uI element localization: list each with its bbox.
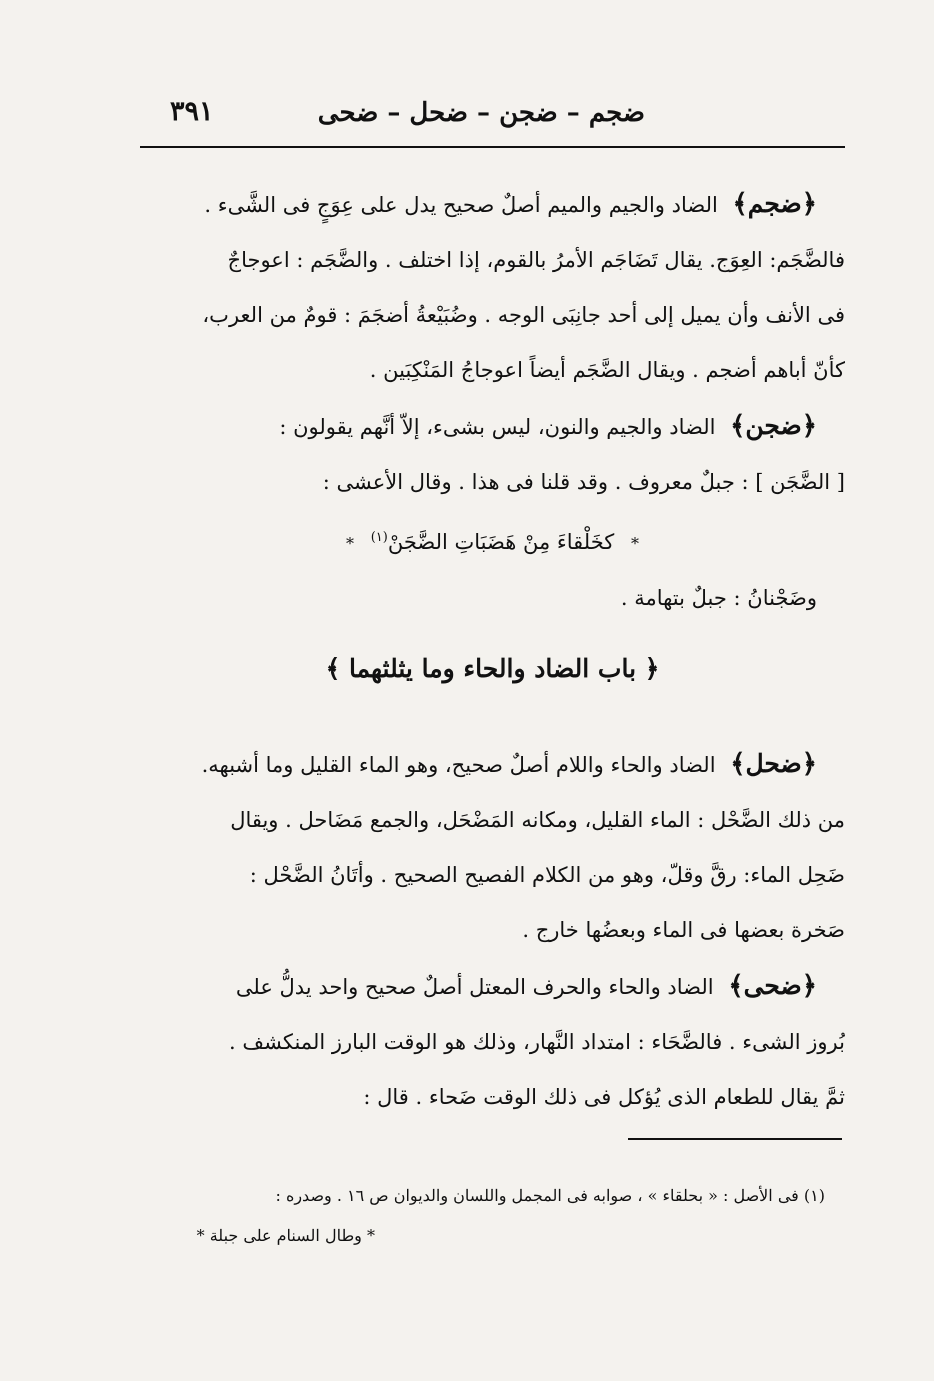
entry-dahl — [140, 736, 845, 958]
entry-line: فى الأنف وأن يميل إلى أحد جانِبَى الوجه . وضُبَيْعةُ أضجَمَ : قومٌ من العرب، — [202, 303, 845, 327]
entry-line: من ذلك الضَّحْل : الماء القليل، ومكانه المَضْحَل، والجمع مَضَاحل . ويقال — [230, 808, 845, 832]
footnote — [150, 1176, 825, 1256]
entry-dajm — [140, 176, 845, 398]
entry-headword: ﴿ضحى﴾ — [728, 971, 817, 1001]
verse-text: كخَلْقاءَ مِنْ هَضَبَاتِ الضَّجَنْ — [387, 530, 615, 554]
footnote-verse — [150, 1216, 825, 1256]
star-ornament: * — [346, 534, 355, 553]
star-ornament: * — [630, 534, 639, 553]
page-body — [140, 176, 845, 1125]
footnote-verse-text: وطال السنام على جبلة — [209, 1226, 362, 1245]
poetry-verse — [140, 510, 845, 571]
entry-line: كأنّ أباهم أضجم . ويقال الضَّجَم أيضاً اعوجاجُ المَنْكِبَين . — [369, 358, 845, 382]
entry-line: وضَجْنانُ : جبلٌ بتهامة . — [620, 586, 817, 610]
star-ornament: * — [367, 1226, 375, 1245]
page-number: ٣٩١ — [170, 96, 214, 127]
entry-daha — [140, 958, 845, 1125]
footnote-marker: (١) — [370, 530, 388, 545]
entry-dajn — [140, 398, 845, 626]
footnote-line: (١) فى الأصل : « بحلقاء » ، صوابه فى المجمل واللسان والديوان ص ١٦ . وصدره : — [275, 1186, 825, 1205]
chapter-heading: ﴿ باب الضاد والحاء وما يثلثهما ﴾ — [325, 654, 660, 683]
entry-line: ﴿ضحى﴾ الضاد والحاء والحرف المعتل أصلٌ صحيح واحد يدلُّ على — [235, 971, 817, 1001]
entry-line: ﴿ضجن﴾ الضاد والجيم والنون، ليس بشىء، إلاّ أنَّهم يقولون : — [279, 411, 817, 441]
entry-line: فالضَّجَم: العِوَج. يقال تَضَاجَم الأمرُ بالقوم، إذا اختلف . والضَّجَم : اعوجاجٌ — [227, 248, 845, 272]
entry-headword: ﴿ضحل﴾ — [730, 749, 817, 779]
entry-line: صَخرة بعضها فى الماء وبعضُها خارج . — [522, 918, 845, 942]
entry-line: ثمَّ يقال للطعام الذى يُؤكل فى ذلك الوقت ضَحاء . قال : — [363, 1085, 845, 1109]
entry-headword: ﴿ضجم﴾ — [732, 189, 817, 219]
star-ornament: * — [196, 1226, 205, 1245]
entry-line: ﴿ضحل﴾ الضاد والحاء واللام أصلٌ صحيح، وهو الماء القليل وما أشبهه. — [201, 749, 817, 779]
running-title: ضجم – ضجن – ضحل – ضحى — [317, 98, 645, 128]
entry-headword: ﴿ضجن﴾ — [730, 411, 817, 441]
entry-line: ضَحِل الماء: رقَّ وقلّ، وهو من الكلام الفصيح الصحيح . وأتَانُ الضَّحْل : — [249, 863, 845, 887]
entry-line: بُروز الشىء . فالضَّحَاء : امتداد النَّهار، وذلك هو الوقت البارز المنكشف . — [229, 1030, 845, 1054]
page-header — [140, 92, 845, 148]
entry-line: [ الضَّجَن ] : جبلٌ معروف . وقد قلنا فى هذا . وقال الأعشى : — [322, 470, 845, 494]
entry-line: ﴿ضجم﴾ الضاد والجيم والميم أصلٌ صحيح يدل على عِوَجٍ فى الشَّىء . — [204, 189, 817, 219]
footnote-divider — [628, 1138, 842, 1140]
